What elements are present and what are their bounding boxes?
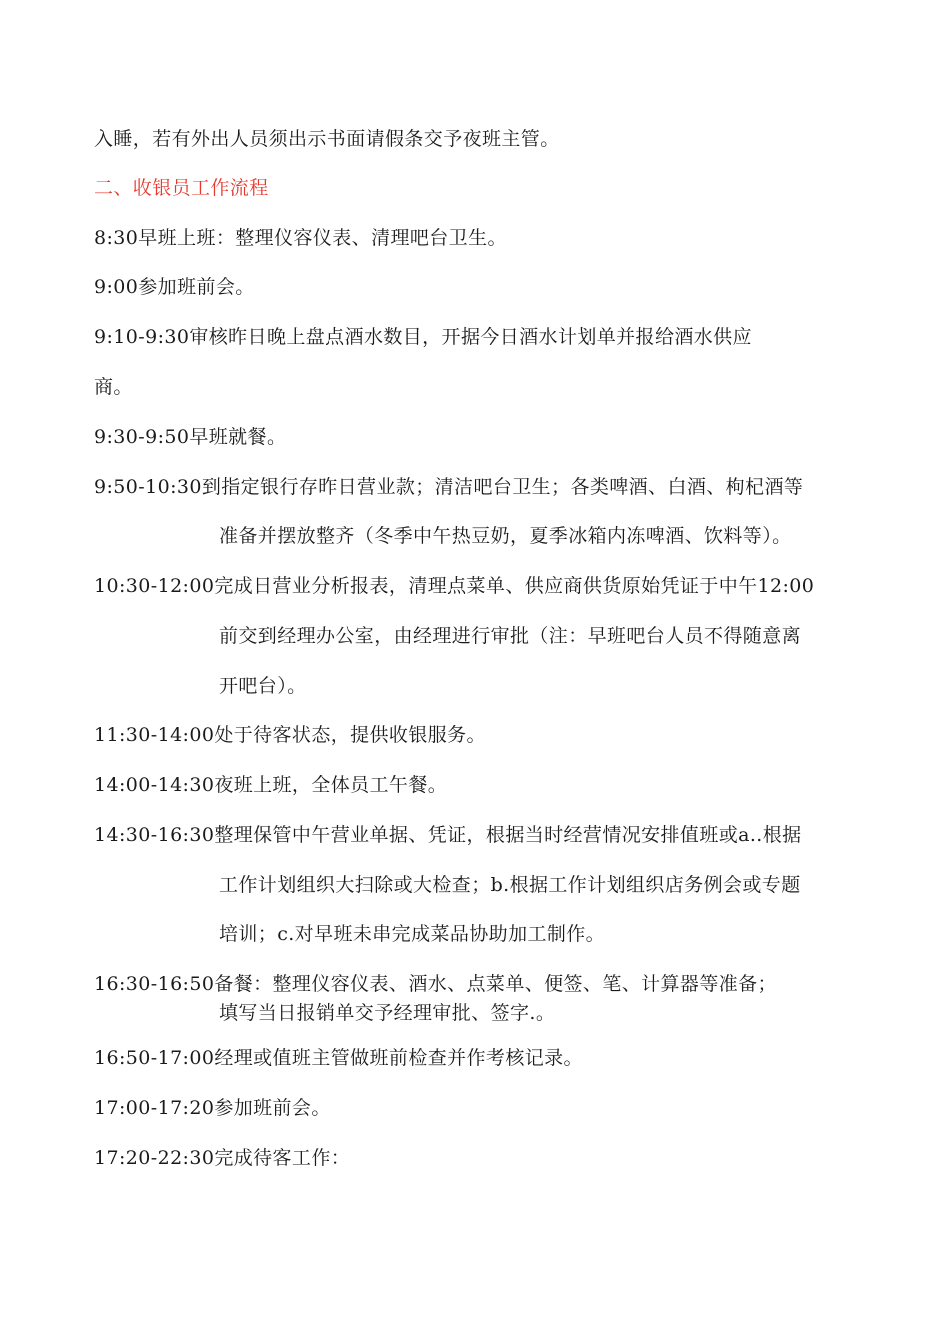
schedule-line-continuation: 前交到经理办公室，由经理进行审批（注：早班吧台人员不得随意离 xyxy=(219,625,802,647)
schedule-line: 16:50-17:00经理或值班主管做班前检查并作考核记录。 xyxy=(94,1047,583,1069)
schedule-line: 10:30-12:00完成日营业分析报表，清理点菜单、供应商供货原始凭证于中午12:00 xyxy=(94,575,815,597)
schedule-line: 11:30-14:00处于待客状态，提供收银服务。 xyxy=(94,724,486,746)
schedule-line-continuation: 培训；c.对早班未串完成菜品协助加工制作。 xyxy=(219,923,606,945)
schedule-line-continuation: 准备并摆放整齐（冬季中午热豆奶，夏季冰箱内冻啤酒、饮料等）。 xyxy=(219,525,792,547)
schedule-line-continuation: 开吧台）。 xyxy=(219,675,307,697)
schedule-line: 17:00-17:20参加班前会。 xyxy=(94,1097,331,1119)
intro-line: 入睡，若有外出人员须出示书面请假条交予夜班主管。 xyxy=(94,128,560,150)
schedule-line: 17:20-22:30完成待客工作： xyxy=(94,1147,351,1169)
schedule-line: 9:00参加班前会。 xyxy=(94,276,255,298)
schedule-line: 8:30早班上班：整理仪容仪表、清理吧台卫生。 xyxy=(94,227,507,249)
schedule-line: 14:30-16:30整理保管中午营业单据、凭证，根据当时经营情况安排值班或a..根据 xyxy=(94,824,802,846)
schedule-line: 9:30-9:50早班就餐。 xyxy=(94,426,287,448)
schedule-line-continuation: 填写当日报销单交予经理审批、签字.。 xyxy=(219,1002,556,1024)
schedule-line-continuation: 商。 xyxy=(94,376,133,398)
schedule-line: 9:10-9:30审核昨日晚上盘点酒水数目，开据今日酒水计划单并报给酒水供应 xyxy=(94,326,752,348)
section-heading: 二、收银员工作流程 xyxy=(94,177,269,199)
schedule-line-continuation: 工作计划组织大扫除或大检查；b.根据工作计划组织店务例会或专题 xyxy=(219,874,801,896)
schedule-line: 16:30-16:50备餐：整理仪容仪表、酒水、点菜单、便签、笔、计算器等准备； xyxy=(94,973,777,995)
schedule-line: 14:00-14:30夜班上班，全体员工午餐。 xyxy=(94,774,448,796)
schedule-line: 9:50-10:30到指定银行存昨日营业款；清洁吧台卫生；各类啤酒、白酒、枸杞酒等 xyxy=(94,476,804,498)
